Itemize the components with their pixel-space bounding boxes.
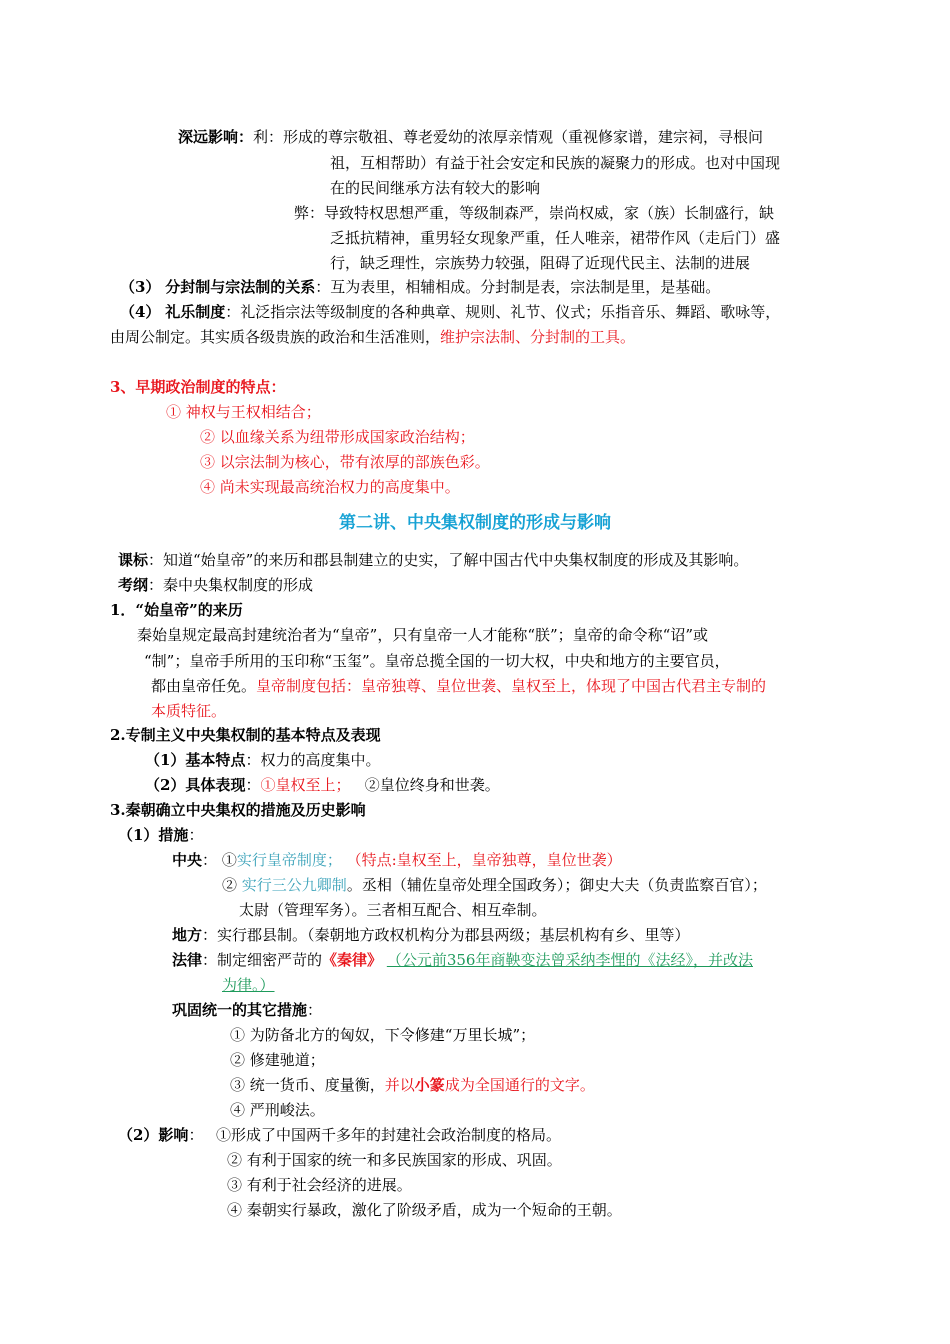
kebiao-line: 课标：知道“始皇帝”的来历和郡县制建立的史实，了解中国古代中央集权制度的形成及其影响。	[118, 551, 749, 569]
sec2-p1: （1）基本特点：权力的高度集中。	[145, 751, 381, 769]
law-label: 法律	[172, 951, 203, 969]
other-item: ④ 严刑峻法。	[230, 1101, 325, 1119]
influence-line-1: 深远影响：利：形成的尊宗敬祖、尊老爱幼的浓厚亲情观（重视修家谱，建宗祠，寻根问	[178, 128, 764, 146]
feature-item: ① 神权与王权相结合；	[166, 403, 321, 421]
central-label: 中央	[172, 851, 203, 869]
sec3-heading: 3.秦朝确立中央集权的措施及历史影响	[110, 801, 366, 819]
local-label: 地方	[172, 926, 203, 944]
law-line-2: 为律。）	[222, 976, 275, 994]
pro-line-1: 形成的尊宗敬祖、尊老爱幼的浓厚亲情观（重视修家谱，建宗祠，寻根问	[283, 128, 764, 146]
other-item: ① 为防备北方的匈奴，下令修建“万里长城”；	[230, 1026, 536, 1044]
measures-label: （1）措施：	[118, 826, 204, 844]
con-line-2: 乏抵抗精神，重男轻女现象严重，任人唯亲，裙带作风（走后门）盛	[330, 229, 781, 247]
pro-line-3: 在的民间继承方法有较大的影响	[330, 179, 541, 197]
pro-label: 利：	[253, 128, 284, 146]
law-line-1: 法律：制定细密严苛的《秦律》 （公元前356年商鞅变法曾采纳李悝的《法经》，并改法	[172, 951, 753, 969]
kaogang-line: 考纲：秦中央集权制度的形成	[118, 576, 314, 594]
sec2-heading: 2.专制主义中央集权制的基本特点及表现	[110, 726, 381, 744]
sec2-p2: （2）具体表现：①皇权至上； ②皇位终身和世袭。	[145, 776, 500, 794]
impact-item: ④ 秦朝实行暴政，激化了阶级矛盾，成为一个短命的王朝。	[227, 1201, 622, 1219]
other-measures-label: 巩固统一的其它措施：	[172, 1001, 323, 1019]
item4-label: 礼乐制度	[165, 303, 226, 321]
con-label: 弊：	[294, 204, 325, 222]
sec1-line-1: 秦始皇规定最高封建统治者为“皇帝”，只有皇帝一人才能称“朕”；皇帝的命令称“诏”或	[137, 626, 709, 644]
feature-item: ③ 以宗法制为核心，带有浓厚的部族色彩。	[200, 453, 490, 471]
item3-line: （3） 分封制与宗法制的关系：互为表里，相辅相成。分封制是表，宗法制是里，是基础。	[120, 278, 721, 296]
con-line-3: 行，缺乏理性，宗族势力较强，阻碍了近现代民主、法制的进展	[330, 254, 751, 272]
impact-label: （2）影响	[118, 1126, 189, 1144]
local-line: 地方：实行郡县制。（秦朝地方政权机构分为郡县两级；基层机构有乡、里等）	[172, 926, 690, 944]
sec1-line-3: 都由皇帝任免。皇帝制度包括：皇帝独尊、皇位世袭、皇权至上，体现了中国古代君主专制的	[151, 677, 767, 695]
impact-item: ③ 有利于社会经济的进展。	[227, 1176, 412, 1194]
central-line-2: ② 实行三公九卿制。丞相（辅佐皇帝处理全国政务）；御史大夫（负责监察百官）；	[222, 876, 767, 894]
pro-line-2: 祖，互相帮助）有益于社会安定和民族的凝聚力的形成。也对中国现	[330, 154, 781, 172]
other-item: ② 修建驰道；	[230, 1051, 325, 1069]
kebiao-label: 课标	[118, 551, 149, 569]
sec1-heading: 1．“始皇帝”的来历	[110, 601, 243, 619]
item4-line-2: 由周公制定。其实质各级贵族的政治和生活准则，维护宗法制、分封制的工具。	[110, 328, 636, 346]
lecture-title: 第二讲、中央集权制度的形成与影响	[339, 513, 611, 533]
influence-label: 深远影响	[178, 128, 239, 146]
impact-line-1: （2）影响：	[118, 1126, 204, 1144]
central-line-3: 太尉（管理军务）。三者相互配合、相互牵制。	[239, 901, 547, 919]
features-heading: 3、早期政治制度的特点：	[110, 378, 286, 396]
sec1-line-2: “制”；皇帝手所用的玉印称“玉玺”。皇帝总揽全国的一切大权，中央和地方的主要官员，	[144, 652, 730, 670]
feature-item: ② 以血缘关系为纽带形成国家政治结构；	[200, 428, 475, 446]
other-item: ③ 统一货币、度量衡，并以小篆成为全国通行的文字。	[230, 1076, 595, 1094]
con-line-1: 弊：导致特权思想严重，等级制森严，崇尚权威，家（族）长制盛行，缺	[294, 204, 775, 222]
impact-item: ①形成了中国两千多年的封建社会政治制度的格局。	[216, 1126, 562, 1144]
sec1-line-4: 本质特征。	[151, 702, 227, 720]
item3-label: 分封制与宗法制的关系	[165, 278, 316, 296]
impact-item: ② 有利于国家的统一和多民族国家的形成、巩固。	[227, 1151, 562, 1169]
item4-line-1: （4） 礼乐制度：礼泛指宗法等级制度的各种典章、规则、礼节、仪式；乐指音乐、舞蹈、歌咏等，	[120, 303, 781, 321]
central-line-1: 中央： ①实行皇帝制度； （特点:皇权至上，皇帝独尊，皇位世袭）	[172, 851, 622, 869]
feature-item: ④ 尚未实现最高统治权力的高度集中。	[200, 478, 460, 496]
kaogang-label: 考纲	[118, 576, 149, 594]
